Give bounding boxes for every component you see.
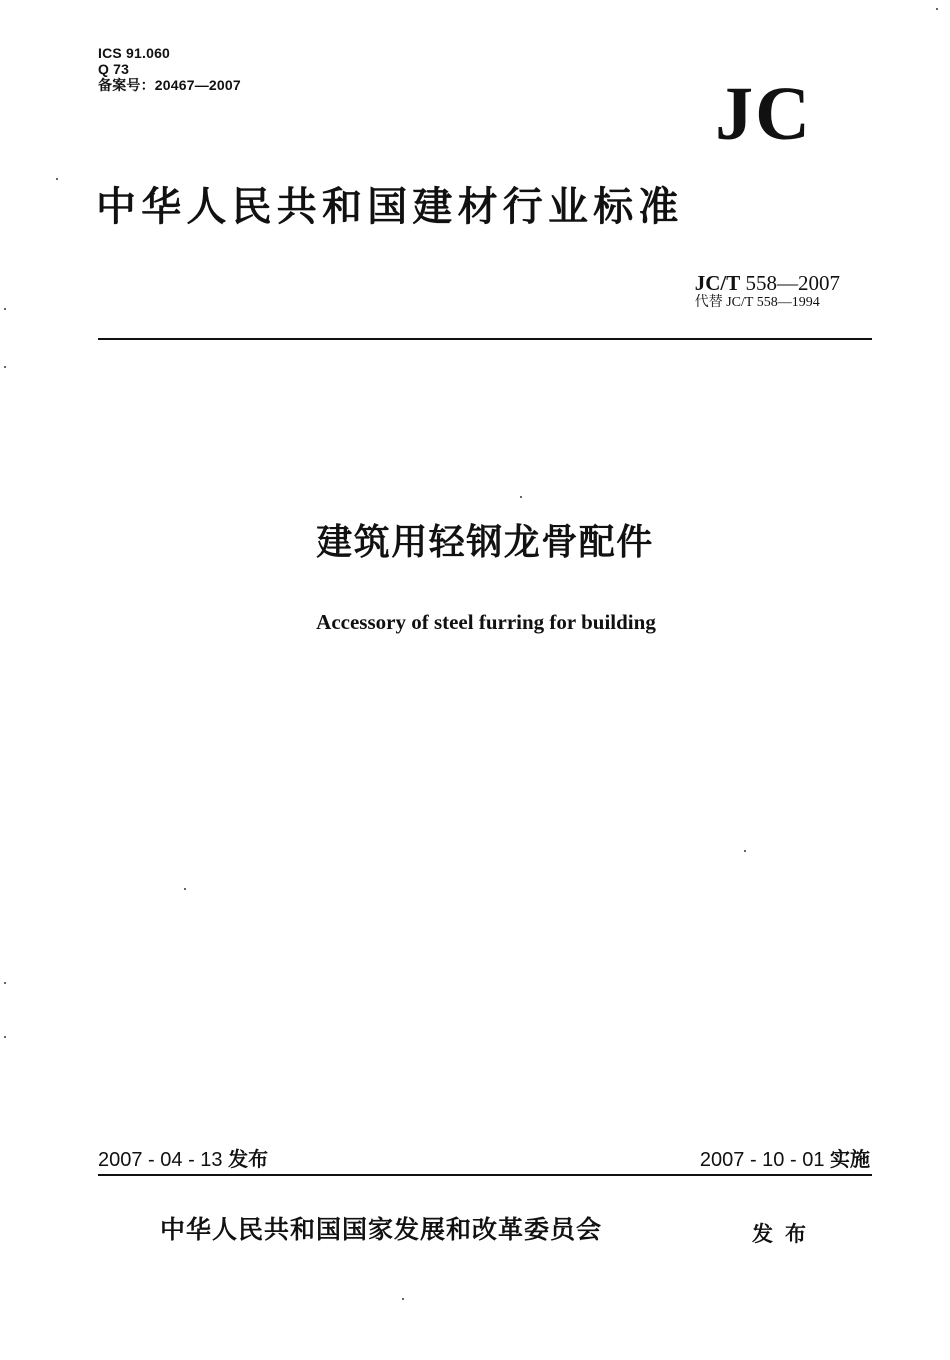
- scan-speck: [4, 1036, 6, 1038]
- filing-number: 备案号：20467—2007: [98, 77, 241, 93]
- scan-speck: [744, 850, 746, 852]
- top-divider: [98, 338, 872, 340]
- classification-block: [98, 45, 241, 93]
- effective-date-label: 实施: [830, 1149, 870, 1171]
- ccs-code: Q 73: [98, 61, 130, 77]
- standard-code: [695, 272, 840, 294]
- scan-speck: [4, 308, 6, 310]
- bottom-divider: [98, 1174, 872, 1176]
- scan-speck: [184, 888, 186, 890]
- scan-speck: [402, 1298, 404, 1300]
- issuing-verb: 发布: [752, 1222, 818, 1246]
- document-title-en: Accessory of steel furring for building: [316, 610, 656, 634]
- scan-speck: [56, 178, 58, 180]
- ics-code: ICS 91.060: [98, 45, 171, 61]
- publication-date-label: 发布: [228, 1149, 269, 1171]
- scan-speck: [4, 366, 6, 368]
- document-title-cn: 建筑用轻钢龙骨配件: [316, 522, 654, 563]
- standard-code-block: [695, 272, 840, 312]
- jc-logo: JC: [715, 72, 812, 156]
- effective-date: [700, 1147, 870, 1173]
- publication-date: [98, 1147, 268, 1173]
- standard-category-title: 中华人民共和国建材行业标准: [96, 184, 684, 230]
- scan-speck: [4, 982, 6, 984]
- standard-code-prefix: JC/T: [694, 271, 741, 295]
- standard-code-number: 558—2007: [740, 271, 840, 295]
- replaces-code: 代替 JC/T 558—1994: [694, 295, 820, 310]
- publication-date-value: 2007 - 04 - 13: [98, 1149, 229, 1171]
- scan-speck: [936, 8, 938, 10]
- issuing-authority: 中华人民共和国国家发展和改革委员会: [160, 1215, 603, 1244]
- scan-speck: [520, 496, 522, 498]
- effective-date-value: 2007 - 10 - 01: [699, 1149, 830, 1171]
